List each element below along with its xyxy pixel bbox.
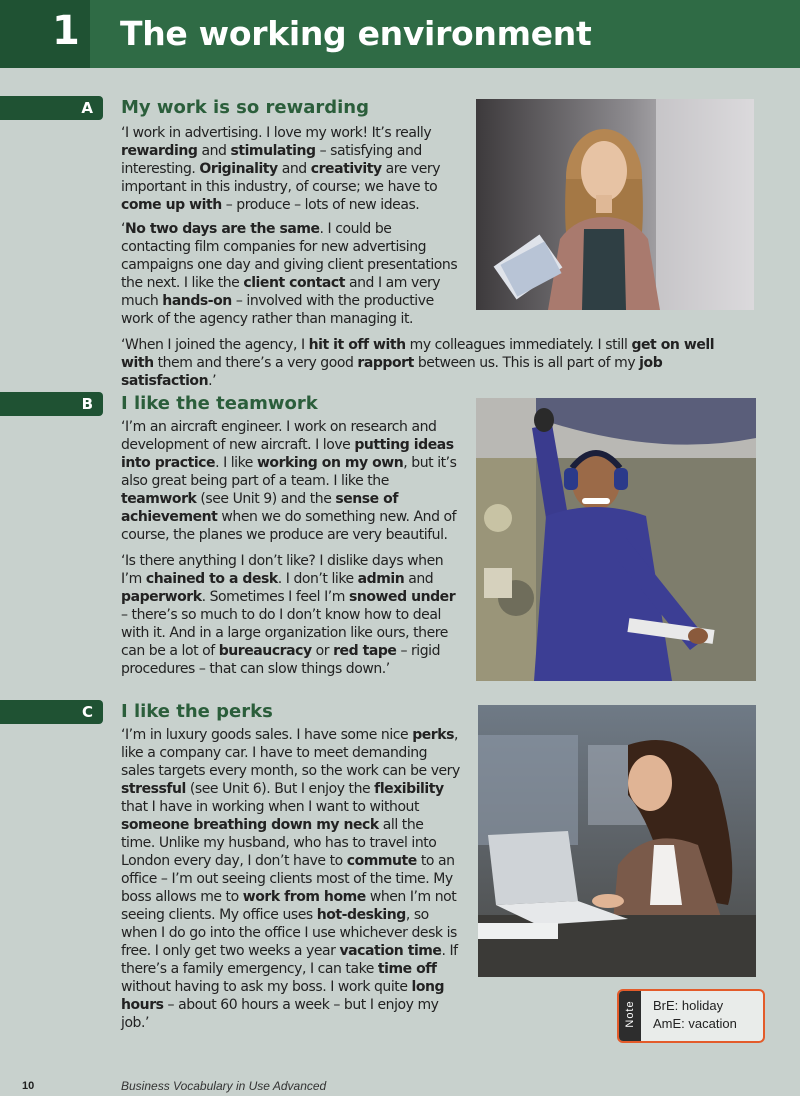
section-a-paragraph-3: ‘When I joined the agency, I hit it off with my colleagues immediately. I still get on well with them and there’s a very good rapport between us. This is all part of my job satisfaction.’	[121, 337, 715, 389]
section-title-a: My work is so rewarding	[121, 97, 370, 118]
photo-sales-woman-laptop	[478, 705, 756, 977]
section-tab-b	[0, 392, 103, 416]
note-label-strip	[619, 991, 641, 1041]
unit-header	[0, 0, 800, 68]
section-tab-a	[0, 96, 103, 120]
section-a-paragraph-2: ‘No two days are the same. I could be contacting film companies for new advertising campaigns one day and giving client presentations the next. I like the client contact and I am very much hands-on – involved with the productive work of the agency rather than managing it.	[121, 221, 458, 327]
unit-number: 1	[52, 8, 80, 54]
note-line-british: BrE: holiday	[653, 998, 724, 1013]
section-c-paragraph-1: ‘I’m in luxury goods sales. I have some nice perks, like a company car. I have to meet demanding sales targets every month, so the work can be very stressful (see Unit 6). But I enjoy the flexibility that I have in working when I want to without someone breathing down my neck all the time. Unlike my husband, who has to travel into London every day, I don’t have to commute to an office – I’m out seeing clients most of the time. My boss allows me to work from home when I’m not seeing clients. My office uses hot-desking, so when I do go into the office I use whichever desk is free. I only get two weeks a year vacation time. If there’s a family emergency, I can take time off without having to ask my boss. I work quite long hours – about 60 hours a week – but I enjoy my job.’	[121, 727, 460, 1031]
note-line-american: AmE: vacation	[653, 1016, 737, 1031]
unit-title: The working environment	[120, 14, 592, 53]
book-title: Business Vocabulary in Use Advanced	[121, 1079, 327, 1093]
photo-aircraft-engineer	[476, 398, 756, 681]
page-number: 10	[22, 1080, 35, 1092]
section-letter: C	[81, 703, 93, 721]
photo-aircraft-engineer-illustration	[476, 398, 756, 681]
section-title-c: I like the perks	[121, 701, 273, 722]
note-box	[617, 989, 765, 1043]
note-label: Note	[624, 1000, 636, 1028]
photo-sales-woman-laptop-illustration	[478, 705, 756, 977]
section-letter: B	[81, 395, 93, 413]
section-tab-c	[0, 700, 103, 724]
photo-advertising-woman	[476, 99, 754, 310]
section-b-paragraph-1: ‘I’m an aircraft engineer. I work on research and development of new aircraft. I love putting ideas into practice. I like working on my own, but it’s also great being part of a team. I like the teamwork (see Unit 9) and the sense of achievement when we do something new. And of course, the planes we produce are very beautiful.	[121, 419, 457, 543]
section-title-b: I like the teamwork	[121, 393, 318, 414]
section-a-paragraph-1: ‘I work in advertising. I love my work! It’s really rewarding and stimulating – satisfying and interesting. Originality and creativity are very important in this industry, of course; we have to come up with – produce – lots of new ideas.	[121, 125, 441, 213]
section-b-paragraph-2: ‘Is there anything I don’t like? I dislike days when I’m chained to a desk. I don’t like admin and paperwork. Sometimes I feel I’m snowed under – there’s so much to do I don’t know how to deal with it. And in a large organization like ours, there can be a lot of bureaucracy or red tape – rigid procedures – that can slow things down.’	[121, 553, 456, 677]
photo-advertising-woman-illustration	[476, 99, 754, 310]
section-letter: A	[81, 99, 93, 117]
unit-number-box	[0, 0, 90, 68]
